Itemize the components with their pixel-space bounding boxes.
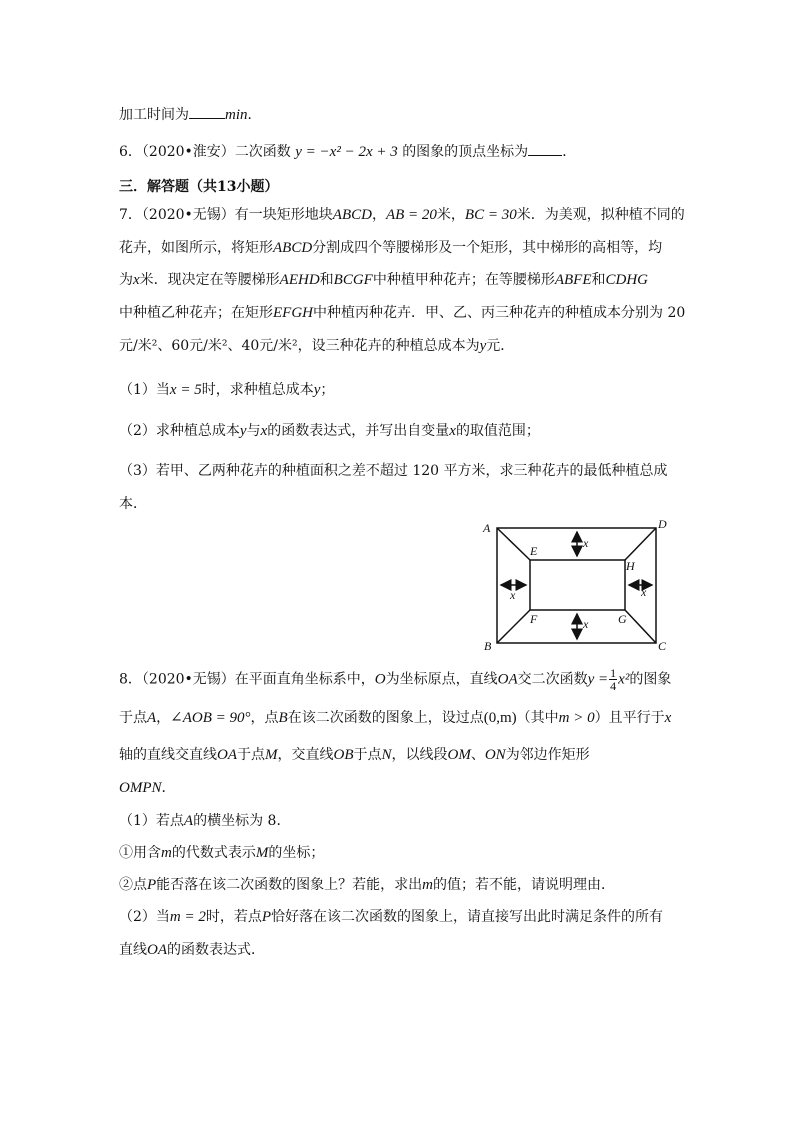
label-b: B	[484, 639, 492, 653]
q8-part-1: （1）若点A的横坐标为 8．	[119, 813, 291, 829]
q8-line-2: 于点A，∠AOB = 90°，点B在该二次函数的图象上，设过点(0,m)（其中m > 0）且平行于x	[119, 710, 672, 726]
inner-rectangle	[530, 560, 625, 610]
q7-part-3: （3）若甲、乙两种花卉的种植面积之差不超过 120 平方米，求三种花卉的最低种植总成	[119, 463, 668, 479]
answer-blank	[528, 141, 562, 156]
label-h: H	[626, 559, 635, 573]
q8-line-3: 轴的直线交直线OA于点M，交直线OB于点N，以线段OM、ON为邻边作矩形	[119, 747, 590, 763]
label-x-right: x	[641, 585, 647, 599]
q8-line-1: 8．（2020•无锡）在平面直角坐标系中，O为坐标原点，直线OA交二次函数y = $\frac{1}{4}$ x²的图象	[119, 666, 672, 693]
label-f: F	[530, 612, 538, 626]
fraction: $\frac{1}{4}$	[610, 666, 617, 693]
q7-part-3-cont: 本．	[119, 496, 147, 512]
q5-tail: 加工时间为 min．	[119, 104, 684, 125]
label-d: D	[658, 517, 667, 531]
q8-part-2-cont: 直线OA的函数表达式．	[119, 942, 265, 958]
answer-blank	[189, 104, 225, 119]
label-x-bottom: x	[583, 617, 589, 631]
q7-line-2: 花卉，如图所示，将矩形ABCD分割成四个等腰梯形及一个矩形，其中梯形的高相等，均	[119, 240, 663, 256]
q8-sub-1: ①用含m的代数式表示M的坐标；	[119, 845, 325, 861]
q8-line-4: OMPN．	[119, 780, 176, 796]
trapezoid-figure	[480, 516, 667, 654]
q7-part-1: （1）当x = 5时，求种植总成本y；	[119, 382, 335, 398]
q7-part-2: （2）求种植总成本y与x的函数表达式，并写出自变量x的取值范围；	[119, 423, 540, 439]
label-x-top: x	[583, 536, 589, 550]
label-g: G	[618, 612, 627, 626]
label-e: E	[530, 544, 538, 558]
q8-part-2: （2）当m = 2时，若点P恰好落在该二次函数的图象上，请直接写出此时满足条件的所有	[119, 909, 664, 925]
q7-line-3: 为x米．现决定在等腰梯形AEHD和BCGF中种植甲种花卉；在等腰梯形ABFE和CDHG	[119, 272, 649, 288]
label-a: A	[483, 521, 491, 535]
diagonal-c	[625, 610, 656, 643]
diagonal-a	[497, 528, 530, 560]
q7-line-4: 中种植乙种花卉；在矩形EFGH中种植丙种花卉．甲、乙、丙三种花卉的种植成本分别为 20	[119, 305, 686, 321]
q7-line-5: 元/米²、60元/米²、40元/米²，设三种花卉的种植总成本为y元．	[119, 338, 515, 354]
section-heading: 三．解答题（共13小题）	[119, 179, 279, 195]
q7-line-1: 7．（2020•无锡）有一块矩形地块ABCD，AB = 20米，BC = 30米．为美观，拟种植不同的	[119, 207, 685, 223]
diagonal-b	[497, 610, 530, 643]
label-x-left: x	[510, 588, 516, 602]
label-c: C	[658, 639, 667, 653]
question-6: 6．（2020•淮安）二次函数 y = −x² − 2x + 3 的图象的顶点坐标为 ．	[119, 141, 684, 162]
q8-sub-2: ②点P能否落在该二次函数的图象上？若能，求出m的值；若不能，请说明理由．	[119, 877, 616, 893]
diagonal-d	[625, 528, 656, 560]
